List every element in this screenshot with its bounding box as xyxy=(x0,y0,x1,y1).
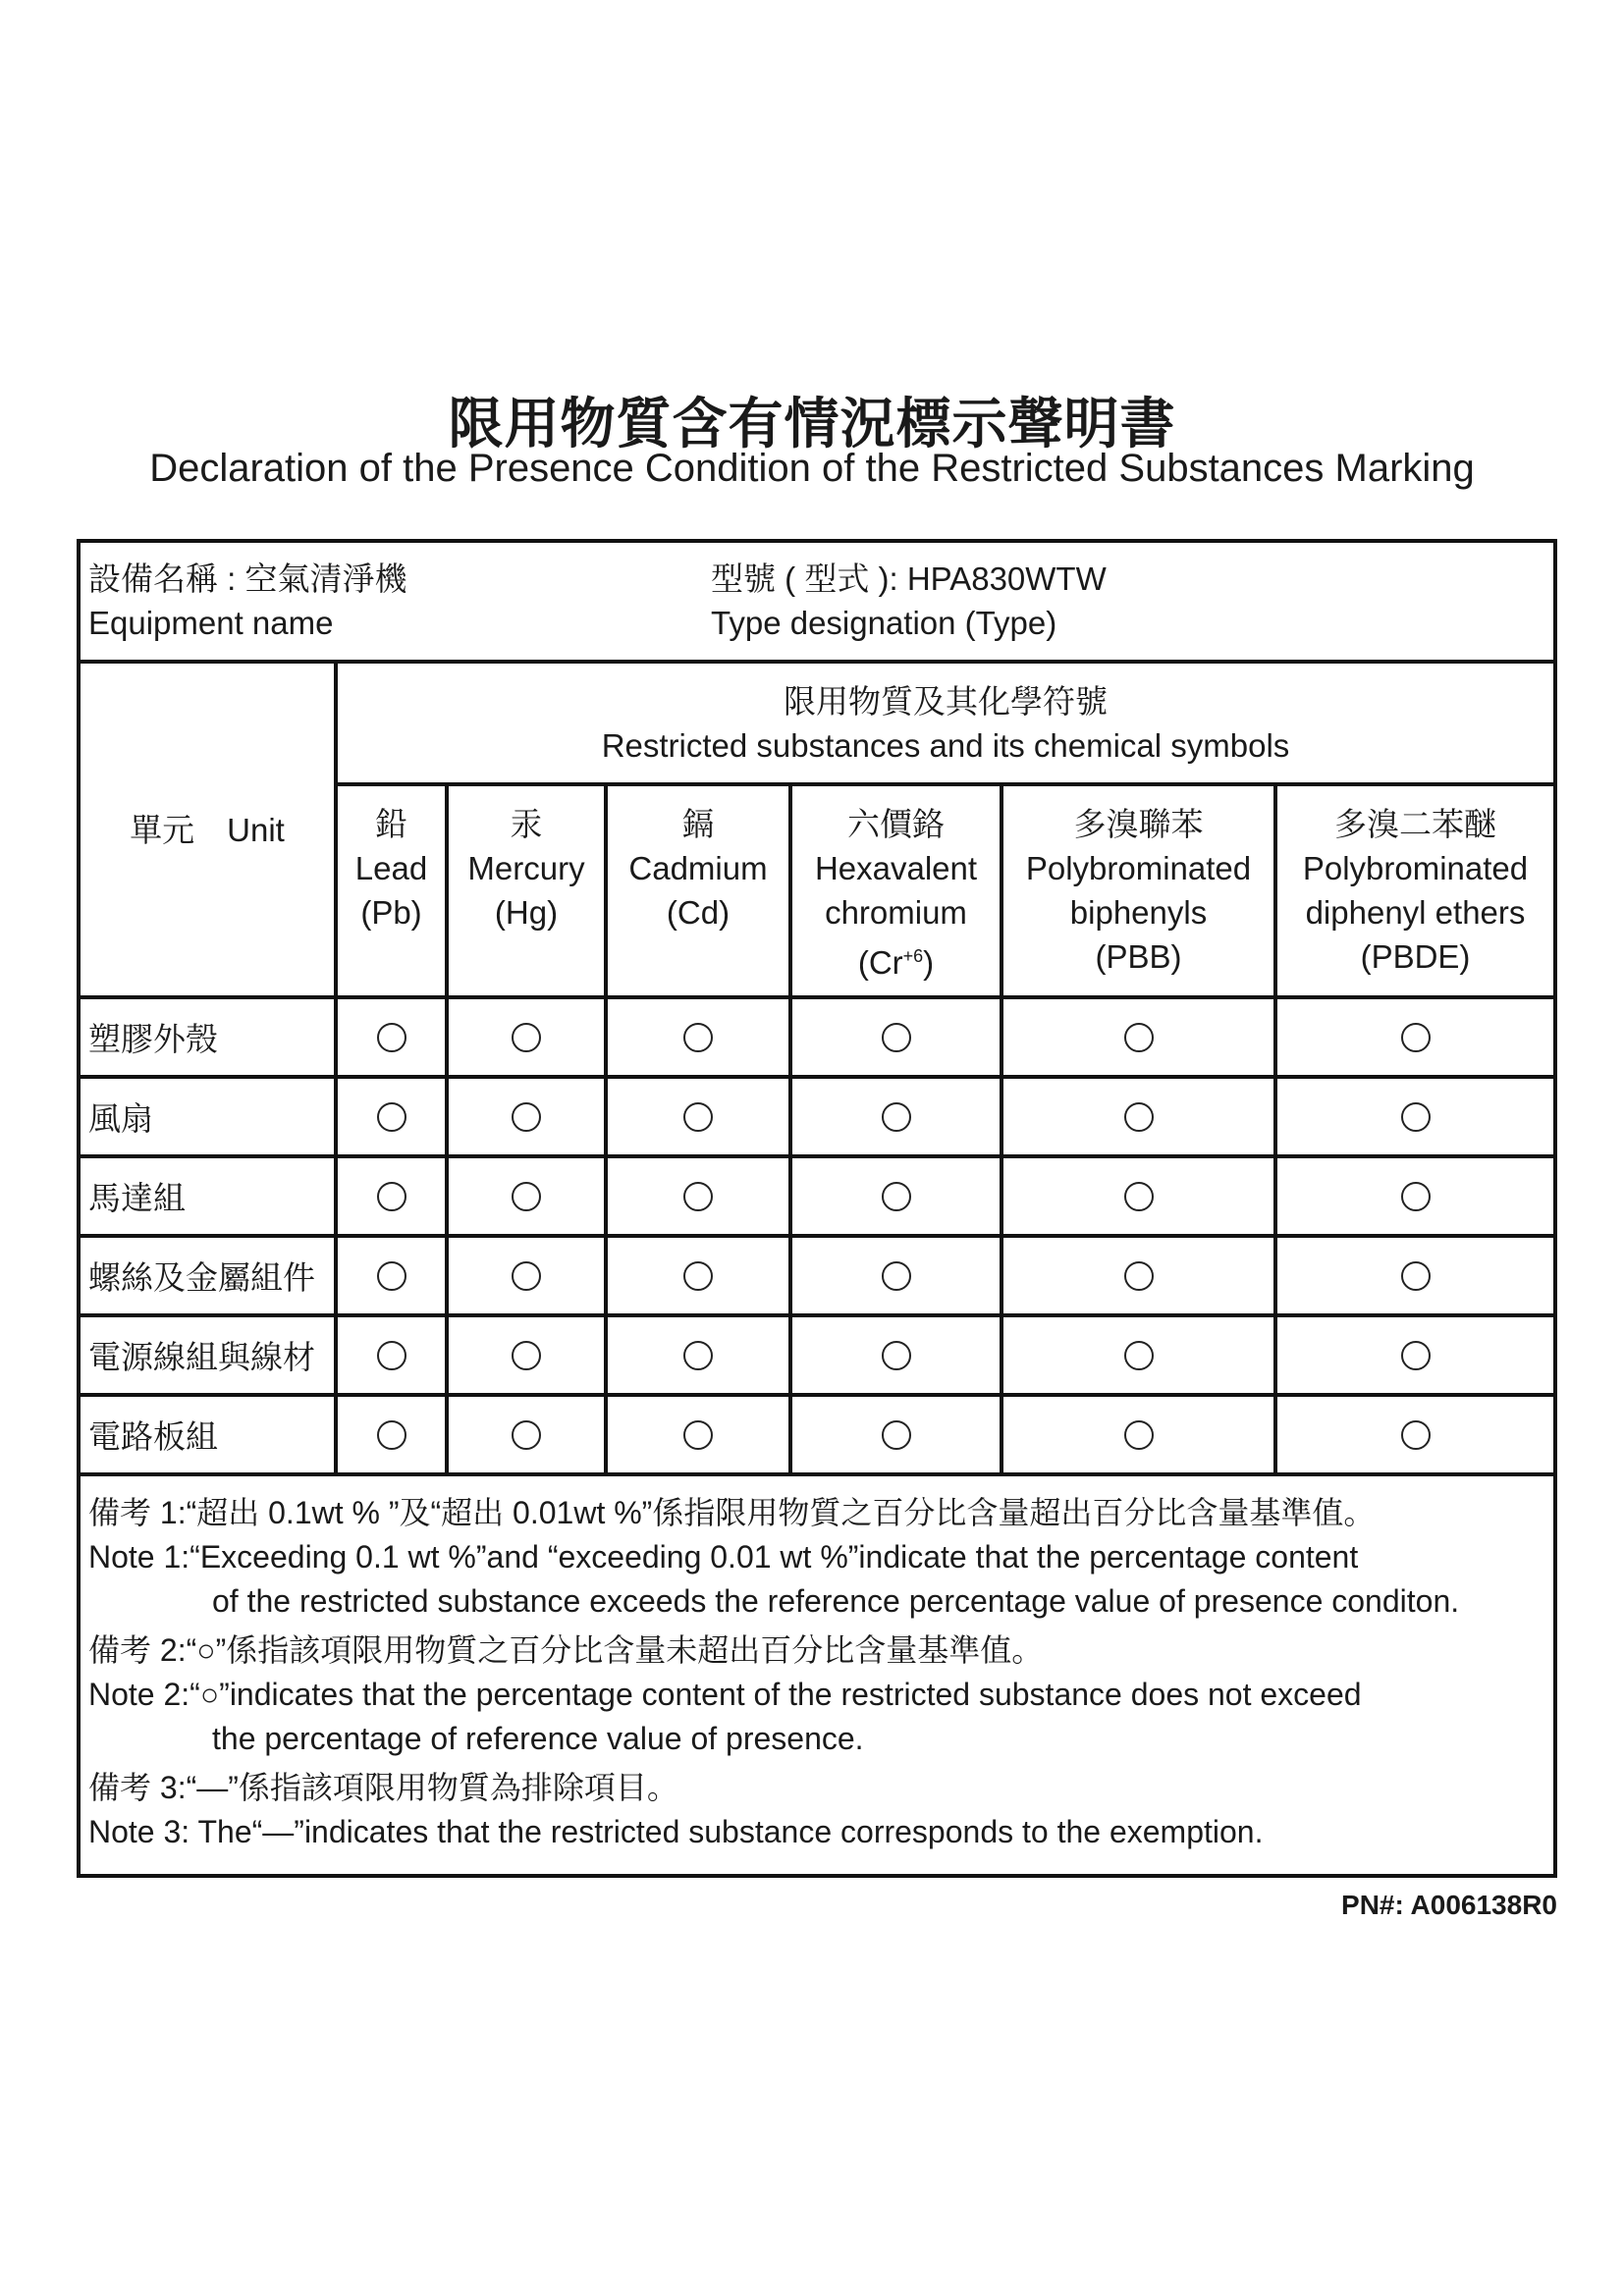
title-zh: 限用物質含有情況標示聲明書 xyxy=(448,393,1176,454)
mark-cell xyxy=(338,999,445,1075)
mark-cell xyxy=(1003,1079,1273,1154)
circle-mark-icon xyxy=(377,1023,406,1052)
column-header-zh: 鉛 xyxy=(375,806,407,842)
unit-header-text: 單元 Unit xyxy=(130,811,285,848)
row-unit-label: 風扇 xyxy=(88,1100,153,1137)
mark-cell xyxy=(792,1397,1000,1472)
row-unit-label: 螺絲及金屬組件 xyxy=(88,1259,315,1296)
column-header-en1: Hexavalent xyxy=(814,850,978,886)
part-number: PN#: A006138R0 xyxy=(1341,1890,1557,1920)
circle-mark-icon xyxy=(1401,1261,1431,1291)
mark-cell xyxy=(792,1317,1000,1393)
circle-mark-icon xyxy=(882,1261,911,1291)
circle-mark-icon xyxy=(1401,1182,1431,1211)
chemical-symbol xyxy=(858,934,934,985)
circle-mark-icon xyxy=(882,1420,911,1450)
row-unit-label: 塑膠外殼 xyxy=(88,1021,218,1057)
circle-mark-icon xyxy=(683,1182,713,1211)
circle-mark-icon xyxy=(512,1102,541,1132)
circle-mark-icon xyxy=(1124,1182,1154,1211)
symbol: (Cr xyxy=(857,944,903,981)
circle-mark-icon xyxy=(1124,1420,1154,1450)
column-header-en2: (Pb) xyxy=(360,894,422,931)
circle-mark-icon xyxy=(683,1341,713,1370)
column-header xyxy=(449,786,604,995)
note-line: 備考 1:“超出 0.1wt % ”及“超出 0.01wt %”係指限用物質之百分比含量超出百分比含量基準值。 xyxy=(88,1495,1376,1530)
column-header-zh: 六價鉻 xyxy=(847,806,945,842)
column-header-zh: 多溴聯苯 xyxy=(1073,806,1204,842)
mark-cell xyxy=(449,1317,604,1393)
column-header-zh: 鎘 xyxy=(681,806,715,842)
note-line: 備考 3:“—”係指該項限用物質為排除項目。 xyxy=(88,1770,678,1805)
title-en: Declaration of the Presence Condition of the Restricted Substances Marking xyxy=(149,447,1475,490)
mark-cell xyxy=(792,1158,1000,1234)
mark-cell xyxy=(1277,999,1553,1075)
circle-mark-icon xyxy=(882,1341,911,1370)
circle-mark-icon xyxy=(1401,1420,1431,1450)
row-unit-label: 馬達組 xyxy=(88,1180,186,1216)
row-unit-label: 電源線組與線材 xyxy=(88,1339,315,1375)
mark-cell xyxy=(449,1158,604,1234)
column-header-en1: Lead xyxy=(354,850,428,886)
mark-cell xyxy=(338,1317,445,1393)
mark-cell xyxy=(338,1238,445,1313)
mark-cell xyxy=(792,1079,1000,1154)
circle-mark-icon xyxy=(882,1182,911,1211)
unit-header xyxy=(81,664,334,995)
column-header-en3: (PBDE) xyxy=(1360,938,1471,975)
circle-mark-icon xyxy=(1124,1102,1154,1132)
mark-cell xyxy=(1277,1158,1553,1234)
circle-mark-icon xyxy=(683,1420,713,1450)
column-header-en2: diphenyl ethers xyxy=(1305,894,1526,931)
type-label-en: Type designation (Type) xyxy=(711,605,1057,641)
mark-cell xyxy=(1277,1079,1553,1154)
mark-cell xyxy=(1003,1397,1273,1472)
symbol-close: ) xyxy=(923,944,935,981)
superscript: +6 xyxy=(902,946,924,966)
mark-cell xyxy=(1003,999,1273,1075)
circle-mark-icon xyxy=(512,1182,541,1211)
circle-mark-icon xyxy=(882,1102,911,1132)
circle-mark-icon xyxy=(377,1341,406,1370)
mark-cell xyxy=(449,999,604,1075)
mark-cell xyxy=(792,1238,1000,1313)
circle-mark-icon xyxy=(1401,1102,1431,1132)
mark-cell xyxy=(1003,1317,1273,1393)
mark-cell xyxy=(449,1238,604,1313)
substances-header-zh: 限用物質及其化學符號 xyxy=(784,682,1108,720)
divider xyxy=(77,1472,1557,1476)
note-line: of the restricted substance exceeds the reference percentage value of presence conditon. xyxy=(212,1583,1460,1619)
circle-mark-icon xyxy=(377,1102,406,1132)
mark-cell xyxy=(449,1079,604,1154)
mark-cell xyxy=(449,1397,604,1472)
mark-cell xyxy=(608,1079,788,1154)
mark-cell xyxy=(1003,1158,1273,1234)
circle-mark-icon xyxy=(512,1261,541,1291)
mark-cell xyxy=(608,1238,788,1313)
equipment-label-zh: 設備名稱 : 空氣清淨機 xyxy=(88,561,407,597)
mark-cell xyxy=(1003,1238,1273,1313)
column-header-en2: (Hg) xyxy=(494,894,559,931)
circle-mark-icon xyxy=(377,1261,406,1291)
mark-cell xyxy=(792,999,1000,1075)
column-header xyxy=(792,786,1000,995)
circle-mark-icon xyxy=(1124,1341,1154,1370)
note-line: 備考 2:“○”係指該項限用物質之百分比含量未超出百分比含量基準值。 xyxy=(88,1632,1044,1668)
note-line: Note 2:“○”indicates that the percentage content of the restricted substance does not exceed xyxy=(88,1677,1362,1712)
circle-mark-icon xyxy=(1124,1261,1154,1291)
circle-mark-icon xyxy=(512,1023,541,1052)
circle-mark-icon xyxy=(683,1023,713,1052)
mark-cell xyxy=(1277,1238,1553,1313)
note-line: Note 3: The“—”indicates that the restricted substance corresponds to the exemption. xyxy=(88,1814,1264,1849)
column-header-en1: Cadmium xyxy=(628,850,768,886)
circle-mark-icon xyxy=(683,1102,713,1132)
column-header-zh: 汞 xyxy=(510,806,543,842)
mark-cell xyxy=(338,1158,445,1234)
mark-cell xyxy=(608,1397,788,1472)
circle-mark-icon xyxy=(882,1023,911,1052)
circle-mark-icon xyxy=(377,1420,406,1450)
column-header-en1: Polybrominated xyxy=(1025,850,1252,886)
mark-cell xyxy=(608,999,788,1075)
column-header xyxy=(1003,786,1273,995)
column-header-en1: Mercury xyxy=(467,850,585,886)
column-header xyxy=(608,786,788,995)
circle-mark-icon xyxy=(683,1261,713,1291)
circle-mark-icon xyxy=(377,1182,406,1211)
circle-mark-icon xyxy=(1401,1341,1431,1370)
substances-header xyxy=(338,664,1553,782)
column-header-en1: Polybrominated xyxy=(1302,850,1529,886)
mark-cell xyxy=(608,1158,788,1234)
column-header-en2: (Cd) xyxy=(666,894,731,931)
note-line: the percentage of reference value of presence. xyxy=(212,1721,864,1756)
substances-header-en: Restricted substances and its chemical symbols xyxy=(601,726,1290,764)
column-header xyxy=(338,786,445,995)
mark-cell xyxy=(338,1397,445,1472)
mark-cell xyxy=(1277,1317,1553,1393)
circle-mark-icon xyxy=(512,1341,541,1370)
column-header xyxy=(1277,786,1553,995)
mark-cell xyxy=(338,1079,445,1154)
note-line: Note 1:“Exceeding 0.1 wt %”and “exceeding 0.01 wt %”indicate that the percentage content xyxy=(88,1539,1359,1575)
column-header-zh: 多溴二苯醚 xyxy=(1334,806,1496,842)
column-header-en2: biphenyls xyxy=(1069,894,1208,931)
type-label-zh: 型號 ( 型式 ): HPA830WTW xyxy=(711,561,1107,597)
circle-mark-icon xyxy=(512,1420,541,1450)
equipment-label-en: Equipment name xyxy=(88,605,334,641)
mark-cell xyxy=(1277,1397,1553,1472)
column-header-en3: (PBB) xyxy=(1095,938,1182,975)
column-header-en2: chromium xyxy=(825,894,967,931)
circle-mark-icon xyxy=(1124,1023,1154,1052)
mark-cell xyxy=(608,1317,788,1393)
circle-mark-icon xyxy=(1401,1023,1431,1052)
row-unit-label: 電路板組 xyxy=(88,1418,218,1455)
